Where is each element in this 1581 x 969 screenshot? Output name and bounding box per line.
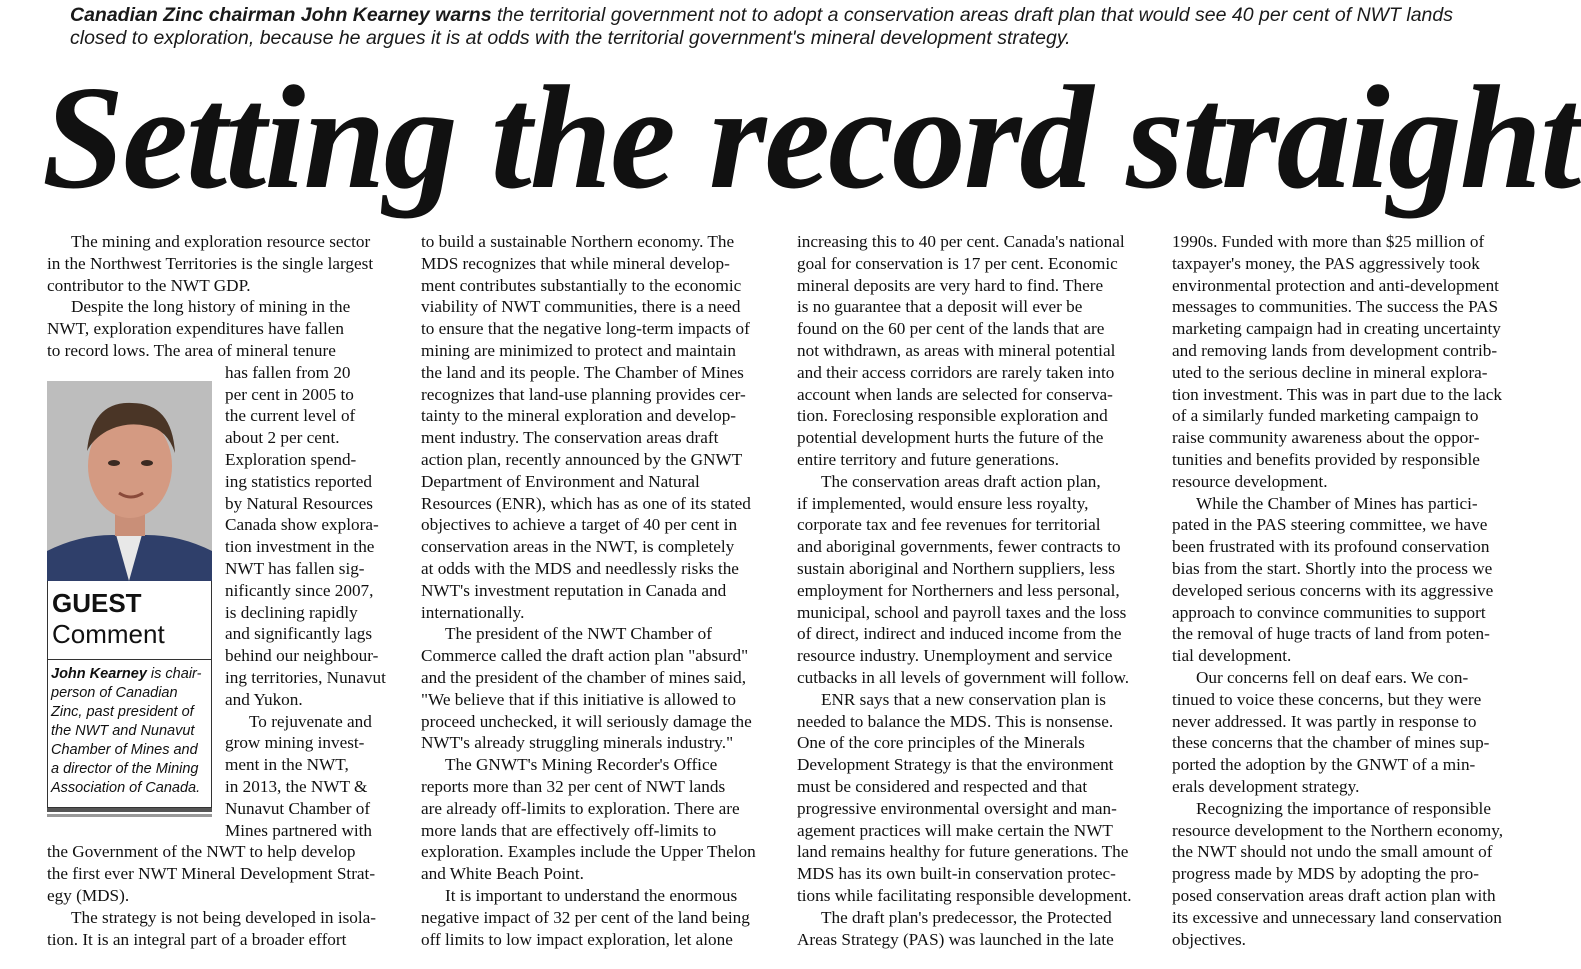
article-text-line: if implemented, would ensure less royalty,: [797, 493, 1089, 513]
article-text-line: in the Northwest Territories is the single largest: [47, 253, 374, 273]
article-text-line: increasing this to 40 per cent. Canada's national: [797, 232, 1125, 251]
article-text-line: more lands that are effectively off-limits to: [421, 820, 717, 840]
article-text-line: and aboriginal governments, fewer contracts to: [797, 537, 1121, 557]
author-bio: [51, 665, 211, 798]
article-text-line: "We believe that if this initiative is allowed to: [421, 689, 736, 709]
article-text-line: tion. It is an integral part of a broader effort: [47, 929, 347, 949]
article-text-line: To rejuvenate and: [249, 711, 372, 731]
article-text-line: One of the core principles of the Minerals: [797, 733, 1085, 753]
article-text-line: ment industry. The conservation areas draft: [421, 428, 719, 448]
article-column-4: [1172, 231, 1527, 950]
article-column-2: [421, 231, 776, 950]
article-text-line: are already off-limits to exploration. There are: [421, 798, 740, 818]
article-text-line: tion investment in the: [225, 537, 375, 557]
article-text-line: nificantly since 2007,: [225, 580, 374, 600]
article-text-line: Canada show explora-: [225, 515, 379, 535]
article-text-line: ment in the NWT,: [225, 755, 349, 775]
article-text-line: of a similarly funded marketing campaign to: [1172, 406, 1479, 426]
article-text-line: posed conservation areas draft action plan with: [1172, 885, 1496, 905]
guest-comment-panel: [47, 581, 212, 808]
article-text-line: to record lows. The area of mineral tenure: [47, 340, 336, 360]
article-text-line: account when lands are selected for conserva-: [797, 384, 1113, 404]
bio-line: Zinc, past president of: [51, 704, 194, 720]
article-text-line: The conservation areas draft action plan,: [821, 471, 1101, 491]
article-text-line: off limits to low impact exploration, let alone: [421, 929, 733, 949]
bio-line: [51, 665, 211, 684]
article-text-line: not withdrawn, as areas with mineral potential: [797, 340, 1116, 360]
article-text-line: progress made by MDS by adopting the pro-: [1172, 864, 1479, 884]
article-text-line: MDS has its own built-in conservation protec-: [797, 864, 1116, 884]
article-text-line: mining are minimized to protect and maintain: [421, 340, 737, 360]
article-text-line: Areas Strategy (PAS) was launched in the late: [797, 929, 1114, 949]
article-text-line: of direct, indirect and induced income from the: [797, 624, 1122, 644]
article-text-line: tion investment. This was in part due to the lack: [1172, 384, 1503, 404]
article-text-line: tion. Foreclosing responsible exploration and: [797, 406, 1108, 426]
article-text-line: MDS recognizes that while mineral develop-: [421, 253, 730, 273]
article-text-line: tinued to voice these concerns, but they were: [1172, 689, 1482, 709]
article-text-line: Mines partnered with: [225, 820, 373, 840]
article-text-line: messages to communities. The success the PAS: [1172, 297, 1499, 317]
article-text-line: proceed unchecked, it will seriously damage the: [421, 711, 752, 731]
guest-label: GUEST: [52, 588, 142, 618]
deck-intro: [70, 4, 1550, 50]
article-text-line: land remains healthy for future generations. The: [797, 842, 1129, 862]
article-text-line: found on the 60 per cent of the lands that are: [797, 319, 1105, 339]
article-text-line: erals development strategy.: [1172, 776, 1360, 796]
article-text-line: egy (MDS).: [47, 885, 130, 905]
article-text-line: needed to balance the MDS. This is nonsense.: [797, 711, 1114, 731]
article-text-line: objectives.: [1172, 929, 1246, 949]
comment-label: Comment: [52, 619, 165, 649]
article-text-line: 1990s. Funded with more than $25 million of: [1172, 232, 1485, 251]
guest-comment-sidebar: [47, 381, 212, 817]
article-text-line: corporate tax and fee revenues for territorial: [797, 515, 1101, 535]
article-text-line: The GNWT's Mining Recorder's Office: [445, 755, 718, 775]
deck-line-1-text: the territorial government not to adopt a conservation areas draft plan that would see 40 per cent of NWT lands: [491, 4, 1453, 26]
article-text-line: viability of NWT communities, there is a need: [421, 297, 741, 317]
article-text-line: ported the adoption by the GNWT of a min-: [1172, 755, 1476, 775]
article-text-line: taxpayer's money, the PAS aggressively took: [1172, 253, 1480, 273]
article-text-line: and significantly lags: [225, 624, 373, 644]
article-text-line: Nunavut Chamber of: [225, 798, 371, 818]
bio-line: the NWT and Nunavut: [51, 723, 195, 739]
article-text-line: and removing lands from development contrib-: [1172, 340, 1498, 360]
article-text-line: The president of the NWT Chamber of: [445, 624, 712, 644]
article-text-line: ing statistics reported: [225, 471, 373, 491]
article-text-line: its excessive and unnecessary land conservation: [1172, 907, 1502, 927]
deck-line-2: closed to exploration, because he argues it is at odds with the territorial government's mineral development strategy.: [70, 27, 1071, 49]
article-text-line: While the Chamber of Mines has partici-: [1196, 493, 1478, 513]
bio-line: Association of Canada.: [51, 780, 201, 796]
article-text-line: employment for Northerners and less personal,: [797, 580, 1120, 600]
article-text-line: municipal, school and payroll taxes and the loss: [797, 602, 1127, 622]
headline: Setting the record straight: [42, 56, 1580, 220]
article-text-line: resource industry. Unemployment and service: [797, 646, 1113, 666]
article-text-line: bias from the start. Shortly into the process we: [1172, 558, 1493, 578]
article-text-line: at odds with the MDS and needlessly risks the: [421, 558, 739, 578]
article-text-line: ment contributes substantially to the economic: [421, 275, 742, 295]
article-text-line: NWT, exploration expenditures have fallen: [47, 319, 345, 339]
article-text-line: tunities and benefits provided by responsible: [1172, 449, 1480, 469]
author-photo: [47, 381, 212, 581]
deck-line-1: [70, 4, 1550, 27]
article-text-line: the first ever NWT Mineral Development Strat-: [47, 864, 376, 884]
article-text-line: contributor to the NWT GDP.: [47, 275, 251, 295]
bio-line: a director of the Mining: [51, 761, 199, 777]
bio-line-text: is chair-: [146, 666, 202, 682]
article-text-line: Our concerns fell on deaf ears. We con-: [1196, 667, 1469, 687]
article-text-line: has fallen from 20: [225, 362, 351, 382]
article-text-line: uted to the serious decline in mineral explora-: [1172, 362, 1488, 382]
article-text-line: and Yukon.: [225, 689, 303, 709]
article-text-line: the land and its people. The Chamber of Mines: [421, 362, 744, 382]
article-text-line: the NWT should not undo the small amount of: [1172, 842, 1493, 862]
article-text-line: by Natural Resources: [225, 493, 373, 513]
article-text-line: goal for conservation is 17 per cent. Economic: [797, 253, 1118, 273]
article-text-line: tainty to the mineral exploration and develop-: [421, 406, 737, 426]
article-text-line: conservation areas in the NWT, is completely: [421, 537, 735, 557]
bio-name: John Kearney: [51, 666, 147, 682]
deck-lead: Canadian Zinc chairman John Kearney warns: [70, 4, 492, 26]
article-text-line: is declining rapidly: [225, 602, 358, 622]
article-text-line: ENR says that a new conservation plan is: [821, 689, 1106, 709]
article-text-line: Exploration spend-: [225, 449, 357, 469]
article-text-line: about 2 per cent.: [225, 428, 340, 448]
article-text-line: Recognizing the importance of responsible: [1196, 798, 1491, 818]
article-text-line: Department of Environment and Natural: [421, 471, 700, 491]
article-text-line: objectives to achieve a target of 40 per cent in: [421, 515, 738, 535]
article-text-line: action plan, recently announced by the GNWT: [421, 449, 743, 469]
article-text-line: these concerns that the chamber of mines sup-: [1172, 733, 1490, 753]
article-text-line: Development Strategy is that the environment: [797, 755, 1114, 775]
article-text-line: grow mining invest-: [225, 733, 365, 753]
bio-line: person of Canadian: [51, 685, 178, 701]
article-text-line: to build a sustainable Northern economy. The: [421, 232, 735, 251]
article-text-line: developed serious concerns with its aggressive: [1172, 580, 1494, 600]
article-text-line: behind our neighbour-: [225, 646, 379, 666]
article-text-line: entire territory and future generations.: [797, 449, 1060, 469]
article-text-line: potential development hurts the future of the: [797, 428, 1104, 448]
article-text-line: Resources (ENR), which has as one of its stated: [421, 493, 751, 513]
sidebar-rule-thick: [47, 808, 212, 812]
article-column-3: [797, 231, 1152, 950]
article-text-line: sustain aboriginal and Northern suppliers, less: [797, 558, 1115, 578]
article-text-line: marketing campaign had in creating uncertainty: [1172, 319, 1501, 339]
article-text-line: resource development.: [1172, 471, 1328, 491]
article-text-line: ing territories, Nunavut: [225, 667, 386, 687]
article-text-line: Commerce called the draft action plan "absurd": [421, 646, 749, 666]
article-text-line: exploration. Examples include the Upper Thelon: [421, 842, 756, 862]
article-text-line: the current level of: [225, 406, 356, 426]
article-text-line: approach to convince communities to support: [1172, 602, 1486, 622]
article-text-line: mineral deposits are very hard to find. There: [797, 275, 1104, 295]
article-text-line: and their access corridors are rarely taken into: [797, 362, 1115, 382]
article-text-line: the Government of the NWT to help develop: [47, 842, 356, 862]
article-text-line: agement practices will make certain the NWT: [797, 820, 1113, 840]
article-text-line: per cent in 2005 to: [225, 384, 354, 404]
bio-line: Chamber of Mines and: [51, 742, 198, 758]
sidebar-rule-thin: [47, 814, 212, 817]
bio-divider: [48, 659, 211, 660]
article-text-line: reports more than 32 per cent of NWT lands: [421, 776, 726, 796]
author-portrait-image: [47, 381, 212, 581]
article-text-line: is no guarantee that a deposit will ever be: [797, 297, 1083, 317]
article-text-line: must be considered and respected and that: [797, 776, 1088, 796]
article-text-line: negative impact of 32 per cent of the land being: [421, 907, 750, 927]
article-text-line: and White Beach Point.: [421, 864, 584, 884]
article-text-line: Despite the long history of mining in the: [71, 297, 351, 317]
article-text-line: The mining and exploration resource sector: [71, 232, 371, 251]
article-text-line: pated in the PAS steering committee, we have: [1172, 515, 1488, 535]
article-text-line: environmental protection and anti-development: [1172, 275, 1499, 295]
article-text-line: internationally.: [421, 602, 525, 622]
article-text-line: in 2013, the NWT &: [225, 776, 368, 796]
article-text-line: resource development to the Northern economy,: [1172, 820, 1504, 840]
article-text-line: tial development.: [1172, 646, 1292, 666]
article-text-line: never addressed. It was partly in response to: [1172, 711, 1477, 731]
article-text-line: It is important to understand the enormous: [445, 885, 738, 905]
article-text-line: NWT has fallen sig-: [225, 558, 365, 578]
article-text-line: to ensure that the negative long-term impacts of: [421, 319, 750, 339]
article-text-line: NWT's already struggling minerals industry.": [421, 733, 734, 753]
article-text-line: The strategy is not being developed in isola-: [71, 907, 377, 927]
article-text-line: raise community awareness about the oppor-: [1172, 428, 1480, 448]
article-text-line: cutbacks in all levels of government will follow.: [797, 667, 1130, 687]
article-text-line: The draft plan's predecessor, the Protected: [821, 907, 1112, 927]
article-text-line: the removal of huge tracts of land from poten-: [1172, 624, 1490, 644]
article-text-line: progressive environmental oversight and man-: [797, 798, 1117, 818]
article-text-line: tions while facilitating responsible development.: [797, 885, 1132, 905]
article-text-line: and the president of the chamber of mines said,: [421, 667, 747, 687]
article-text-line: NWT's investment reputation in Canada and: [421, 580, 727, 600]
article-text-line: recognizes that land-use planning provides cer-: [421, 384, 746, 404]
article-text-line: been frustrated with its profound conservation: [1172, 537, 1490, 557]
